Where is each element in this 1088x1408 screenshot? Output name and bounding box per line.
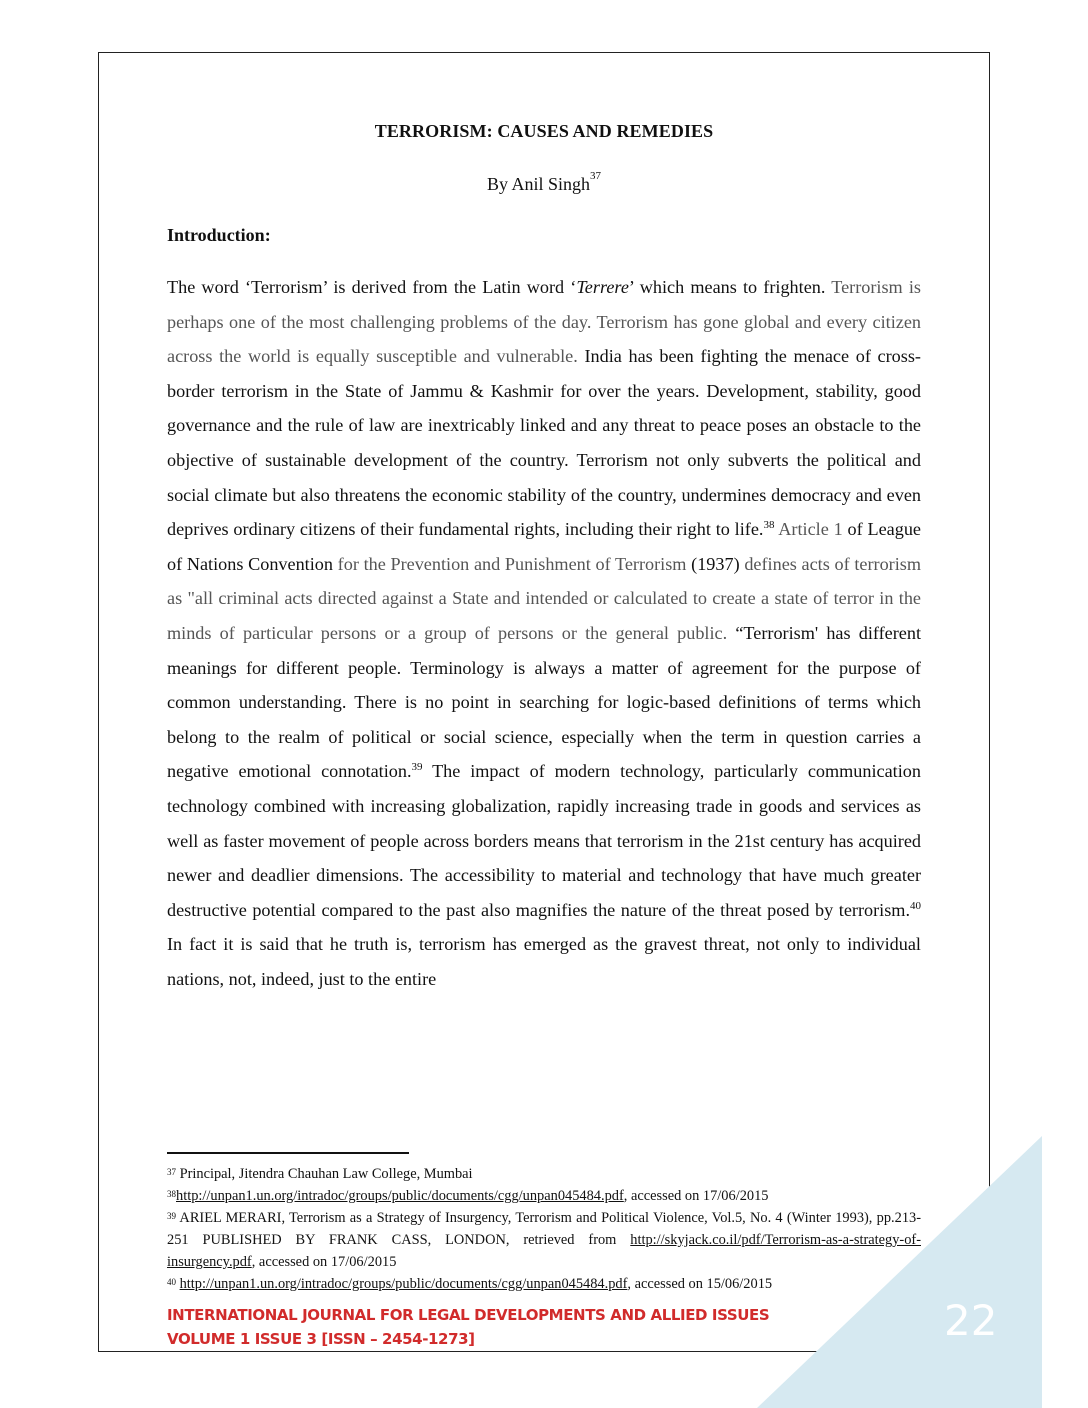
section-heading: Introduction:	[167, 225, 271, 245]
body-text-run: India has been fighting the menace of cross-border terrorism in the State of Jammu & Kashmir for over the years. Development, stability, good governance and the rule of law are inextricably linked and any threat to peace poses an obstacle to the objective of sustainable development of the country. Terrorism not only subverts the political and social climate but also threatens the economic stability of the country, undermines democracy and even deprives ordinary citizens of their fundamental rights, including their right to life.	[167, 346, 921, 540]
byline	[0, 170, 1088, 195]
footnote-link[interactable]: http://unpan1.un.org/intradoc/groups/public/documents/cgg/unpan045484.pdf	[179, 1276, 628, 1292]
latin-term: Terrere	[576, 277, 629, 297]
body-text-run: The word ‘Terrorism’ is derived from the Latin word ‘	[167, 277, 577, 297]
body-text-run-gray: for the Prevention and Punishment of Terrorism	[337, 553, 692, 574]
body-text-run: In fact it is said that he truth is, terrorism has emerged as the gravest threat, not only to individual nations, not, indeed, just to the entire	[167, 934, 921, 989]
page-number: 22	[944, 1296, 998, 1345]
footnote-text: Principal, Jitendra Chauhan Law College, Mumbai	[176, 1166, 473, 1182]
footnote-40	[167, 1273, 921, 1295]
footnote-text: ARIEL MERARI, Terrorism as a Strategy of Insurgency, Terrorism and Political Violence, Vol.5, No. 4 (Winter 1993), pp.213- 251 PUBLISHED BY FRANK CASS, LONDON, retrieved from	[167, 1210, 921, 1248]
footnote-39	[167, 1207, 921, 1273]
body-text-run: of League of Nations Convention	[167, 519, 921, 574]
footnote-divider	[167, 1152, 409, 1154]
body-text-run: “Terrorism' has different meanings for different people. Terminology is always a matter of agreement for the purpose of common understanding. There is no point in searching for logic-based definitions of terms which belong to the realm of political or social science, especially when the term in question carries a negative emotional connotation.	[167, 622, 922, 782]
body-text-run-gray: Terrorism is perhaps one of the most challenging problems of the day. Terrorism has gone global and every citizen across the world is equally susceptible and vulnerable.	[167, 277, 921, 367]
body-paragraph	[167, 270, 921, 996]
footnotes	[167, 1163, 921, 1295]
body-text-run-gray: defines acts of terrorism as "all criminal acts directed against a State and intended or calculated to create a state of terror in the minds of particular persons or a group of persons or the general public.	[167, 553, 922, 643]
footnote-number: 37	[167, 1167, 176, 1177]
footnote-text: , accessed on 17/06/2015	[623, 1188, 769, 1204]
author-name: By Anil Singh	[486, 174, 591, 194]
footnote-37	[167, 1163, 921, 1185]
footnote-38	[167, 1185, 921, 1207]
footnote-link[interactable]: http://unpan1.un.org/intradoc/groups/public/documents/cgg/unpan045484.pdf	[176, 1188, 624, 1204]
footnote-number: 39	[167, 1211, 176, 1221]
footnote-ref-39[interactable]: 39	[411, 761, 423, 774]
footnote-number: 38	[167, 1189, 176, 1199]
footnote-text: , accessed on 15/06/2015	[627, 1276, 773, 1292]
body-text-run: (1937)	[691, 553, 745, 574]
journal-footer	[167, 1303, 769, 1351]
footnote-text: , accessed on 17/06/2015	[251, 1254, 397, 1270]
footnote-link[interactable]: http://skyjack.co.il/pdf/Terrorism-as-a-strategy-of-insurgency.pdf	[167, 1232, 921, 1270]
footnote-ref-38[interactable]: 38	[763, 519, 775, 532]
body-text-run: The impact of modern technology, particularly communication technology combined with increasing globalization, rapidly increasing trade in goods and services as well as faster movement of people across borders means that terrorism in the 21st century has acquired newer and deadlier dimensions. The accessibility to material and technology that have much greater destructive potential compared to the past also magnifies the nature of the threat posed by terrorism.	[167, 761, 921, 920]
footnote-number: 40	[167, 1277, 176, 1287]
article-title: TERRORISM: CAUSES AND REMEDIES	[374, 121, 714, 141]
footnote-ref-40[interactable]: 40	[910, 899, 921, 912]
body-text-run-gray: Article 1	[774, 519, 848, 540]
journal-volume: VOLUME 1 ISSUE 3 [ISSN – 2454-1273]	[167, 1330, 475, 1348]
body-text-run: ’ which means to frighten.	[628, 277, 832, 297]
footnote-ref-37[interactable]: 37	[590, 170, 602, 182]
journal-name: INTERNATIONAL JOURNAL FOR LEGAL DEVELOPMENTS AND ALLIED ISSUES	[167, 1306, 770, 1324]
